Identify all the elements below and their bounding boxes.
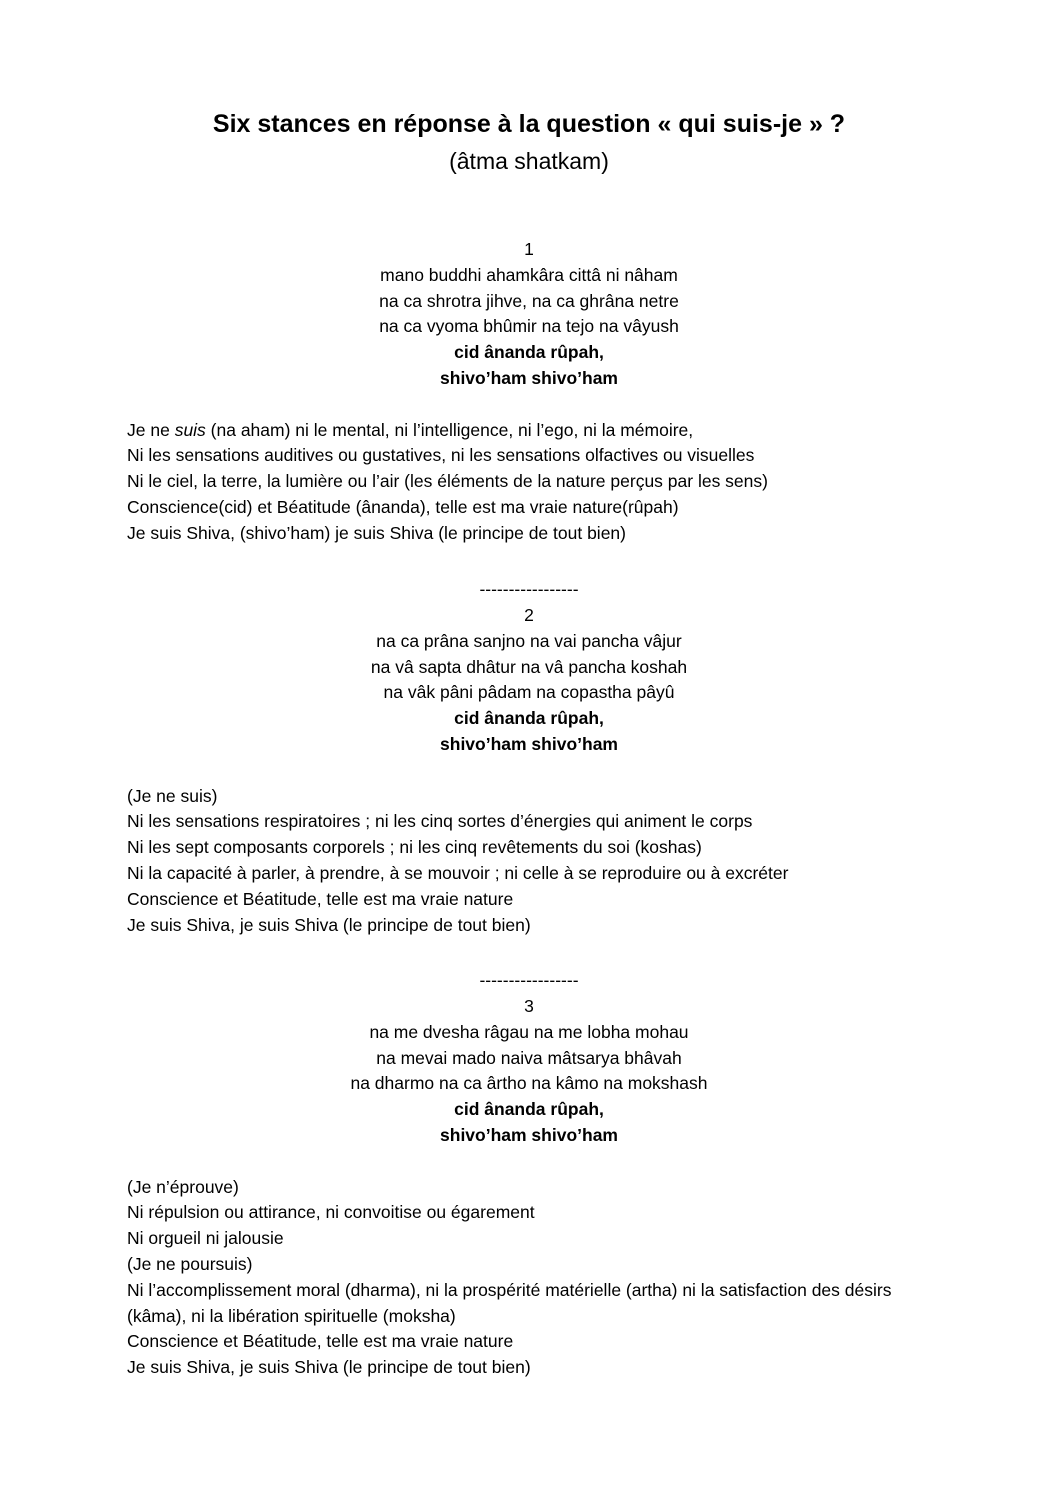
sanskrit-line: na ca prâna sanjno na vai pancha vâjur [376, 630, 682, 651]
sanskrit-line: na vâ sapta dhâtur na vâ pancha koshah [370, 656, 688, 677]
stanza-number: 2 [524, 605, 534, 625]
translation-line: (Je ne suis) [127, 785, 218, 806]
refrain-line: cid ânanda rûpah, [454, 342, 604, 363]
translation-line: Ni répulsion ou attirance, ni convoitise ou égarement [127, 1202, 535, 1223]
translation [0, 784, 1058, 939]
stanza-3 [0, 994, 1058, 1381]
sanskrit-line: na me dvesha râgau na me lobha mohau [369, 1021, 689, 1042]
refrain-line: cid ânanda rûpah, [454, 708, 604, 729]
translation-line: (Je ne poursuis) [127, 1253, 253, 1274]
translation-line: Ni la capacité à parler, à prendre, à se mouvoir ; ni celle à se reproduire ou à excréter [127, 862, 789, 883]
page-subtitle: (âtma shatkam) [449, 148, 609, 174]
translation-line [127, 418, 948, 444]
translation-line: Je suis Shiva, je suis Shiva (le principe de tout bien) [127, 1357, 531, 1378]
stanza-number: 1 [524, 239, 534, 259]
page-title: Six stances en réponse à la question « qui suis-je » ? [212, 110, 846, 138]
text-run: Je ne [127, 419, 175, 440]
translation-line: Ni l’accomplissement moral (dharma), ni la prospérité matérielle (artha) ni la satisfaction des désirs (kâma), ni la libération spirituelle (moksha) [127, 1279, 892, 1326]
stanza-2 [0, 603, 1058, 938]
translation-line: Je suis Shiva, (shivo’ham) je suis Shiva (le principe de tout bien) [127, 522, 626, 543]
translation-line: (Je n’éprouve) [127, 1176, 239, 1197]
translation [0, 1175, 1058, 1381]
translation-line: Ni les sept composants corporels ; ni les cinq revêtements du soi (koshas) [127, 837, 702, 858]
refrain-line: cid ânanda rûpah, [454, 1099, 604, 1120]
sanskrit-line: mano buddhi ahamkâra cittâ ni nâham [380, 264, 678, 285]
sanskrit-line: na dharmo na ca ârtho na kâmo na mokshash [350, 1073, 708, 1094]
text-run: (na aham) ni le mental, ni l’intelligence, ni l’ego, ni la mémoire, [205, 419, 694, 440]
refrain-line: shivo’ham shivo’ham [440, 367, 618, 388]
sanskrit-line: na ca shrotra jihve, na ca ghrâna netre [379, 290, 679, 311]
translation-line: Conscience et Béatitude, telle est ma vraie nature [127, 1331, 514, 1352]
stanza-1 [0, 237, 1058, 547]
separator: ----------------- [479, 970, 579, 990]
separator: ----------------- [479, 579, 579, 599]
translation-line: Ni les sensations respiratoires ; ni les cinq sortes d’énergies qui animent le corps [127, 811, 753, 832]
stanza-number: 3 [524, 996, 534, 1016]
sanskrit-line: na vâk pâni pâdam na copastha pâyû [383, 682, 675, 703]
translation-line: Ni orgueil ni jalousie [127, 1228, 284, 1249]
translation-line: Ni les sensations auditives ou gustatives, ni les sensations olfactives ou visuelles [127, 445, 755, 466]
translation-line: Conscience(cid) et Béatitude (ânanda), telle est ma vraie nature(rûpah) [127, 496, 679, 517]
sanskrit-line: na ca vyoma bhûmir na tejo na vâyush [379, 316, 679, 337]
translation-line: Je suis Shiva, je suis Shiva (le principe de tout bien) [127, 914, 531, 935]
sanskrit-line: na mevai mado naiva mâtsarya bhâvah [376, 1047, 682, 1068]
refrain-line: shivo’ham shivo’ham [440, 733, 618, 754]
translation-line: Conscience et Béatitude, telle est ma vraie nature [127, 888, 514, 909]
translation-line: Ni le ciel, la terre, la lumière ou l’air (les éléments de la nature perçus par les sens) [127, 471, 768, 492]
refrain-line: shivo’ham shivo’ham [440, 1124, 618, 1145]
emphasis-text: suis [174, 419, 206, 440]
translation [0, 418, 1058, 547]
